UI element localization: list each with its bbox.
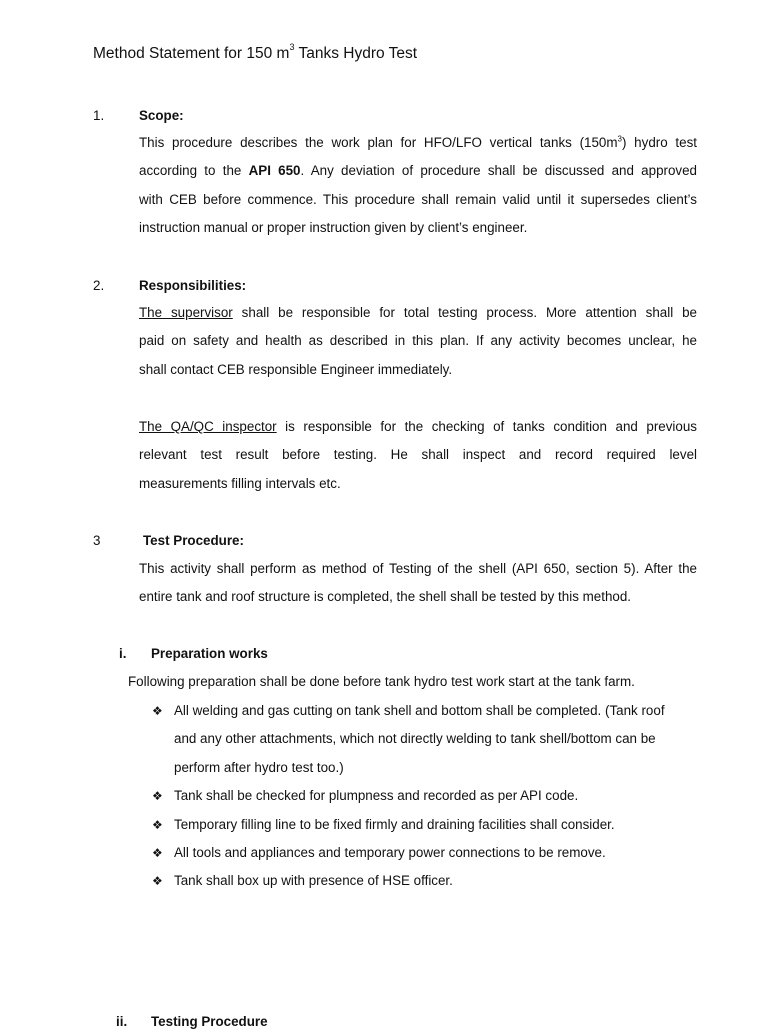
subsection-ii-number: ii. [116,1014,128,1029]
list-item [152,811,690,839]
list-item [152,867,690,895]
subsection-i-heading: Preparation works [151,646,268,661]
bullet-text: Tank shall box up with presence of HSE officer. [174,873,453,889]
four-diamond-bullet-icon: ❖ [152,817,163,832]
subsection-ii-heading: Testing Procedure [151,1014,268,1029]
supervisor-paragraph [139,299,697,384]
subsection-i-number: i. [119,646,127,661]
qaqc-line-2: relevant test result before testing. He shall inspect and record required level [139,447,697,463]
scope-superscript: 3 [617,134,622,144]
preparation-bullet-list [152,697,690,896]
api-650-bold: API 650 [248,163,301,179]
section-3-number: 3 [93,533,101,548]
supervisor-line-1: The supervisor shall be responsible for total testing process. More attention shall be [139,305,697,320]
bullet-text: All tools and appliances and temporary power connections to be remove. [174,845,606,861]
title-suffix: Tanks Hydro Test [294,45,418,63]
preparation-intro: Following preparation shall be done before tank hydro test work start at the tank farm. [128,674,635,689]
document-title [93,44,417,63]
four-diamond-bullet-icon: ❖ [152,846,163,861]
test-procedure-paragraph [139,555,697,612]
scope-line-4: instruction manual or proper instruction given by client’s engineer. [139,220,528,236]
four-diamond-bullet-icon: ❖ [152,704,163,718]
qaqc-role: The QA/QC inspector [139,419,277,434]
supervisor-role: The supervisor [139,305,233,320]
section-2-heading: Responsibilities: [139,278,247,293]
bullet-text: Tank shall be checked for plumpness and recorded as per API code. [174,788,579,804]
test-procedure-line-2: entire tank and roof structure is completed, the shell shall be tested by this method. [139,589,632,605]
supervisor-line-2: paid on safety and health as described in this plan. If any activity becomes unclear, he [139,333,697,349]
section-3-heading: Test Procedure: [143,533,244,548]
section-2-number: 2. [93,278,105,293]
scope-paragraph [139,129,697,243]
section-1-heading: Scope: [139,108,184,123]
qaqc-line-3: measurements filling intervals etc. [139,475,341,491]
qaqc-line-1: The QA/QC inspector is responsible for the checking of tanks condition and previous [139,419,697,434]
section-1-number: 1. [93,108,105,123]
list-item [152,782,690,810]
title-superscript: 3 [289,42,295,52]
bullet-text: Temporary filling line to be fixed firmly and draining facilities shall consider. [174,816,615,832]
four-diamond-bullet-icon: ❖ [152,789,163,804]
title-text: Method Statement for 150 m [93,45,290,63]
scope-line-3: with CEB before commence. This procedure shall remain valid until it supersedes client’s [139,191,697,207]
test-procedure-line-1: This activity shall perform as method of Testing of the shell (API 650, section 5). After the [139,561,697,576]
supervisor-line-3: shall contact CEB responsible Engineer immediately. [139,361,453,377]
bullet-text: All welding and gas cutting on tank shell and bottom shall be completed. (Tank roof and any other attachments, which not directly welding to tank shell/bottom can be perform after hydro test too.) [174,703,665,775]
list-item [152,839,690,867]
list-item [152,697,690,782]
scope-line-2: according to the API 650. Any deviation of procedure shall be discussed and approved [139,163,698,179]
four-diamond-bullet-icon: ❖ [152,874,163,889]
qaqc-paragraph [139,413,697,498]
scope-line-1: This procedure describes the work plan for HFO/LFO vertical tanks $(150m^3)$ hydro test [139,134,698,150]
